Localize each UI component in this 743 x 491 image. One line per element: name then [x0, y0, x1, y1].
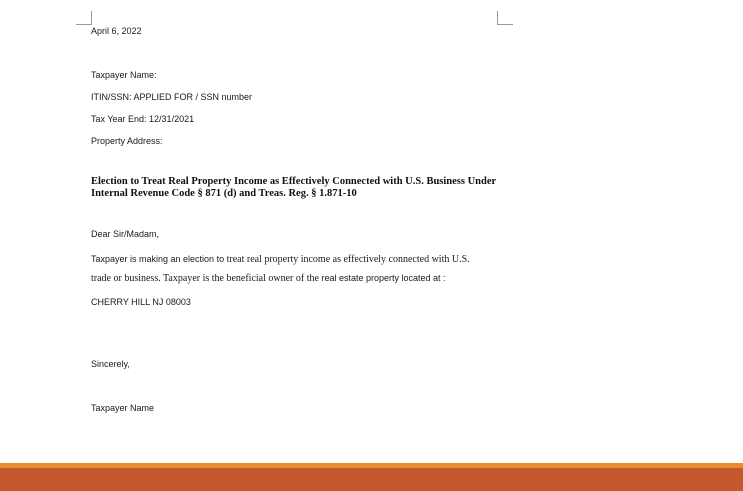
body-text-part1: Taxpayer is making an election to — [91, 254, 225, 264]
itin-line: ITIN/SSN: APPLIED FOR / SSN number — [91, 92, 253, 102]
body-text-part2: treat real property income as effectively connected with U.S. trade or business. Taxpayer is the beneficial owner of the — [91, 254, 470, 284]
property-location: CHERRY HILL NJ 08003 — [91, 297, 191, 307]
letter-heading: Election to Treat Real Property Income as Effectively Connected with U.S. Business Under Internal Revenue Code § 871 (d) and Treas. Reg. § 1.871-10 — [91, 176, 496, 199]
body-paragraph — [91, 250, 491, 288]
letter-date: April 6, 2022 — [91, 26, 142, 36]
salutation: Dear Sir/Madam, — [91, 229, 160, 239]
footer-stripe-dark — [0, 468, 743, 491]
body-text-part3: real estate property located at : — [321, 273, 446, 283]
property-address-label: Property Address: — [91, 136, 163, 146]
closing: Sincerely, — [91, 359, 130, 369]
signature-name: Taxpayer Name — [91, 403, 155, 413]
crop-mark-top-right — [497, 11, 513, 25]
crop-mark-top-left — [76, 11, 92, 25]
tax-year-end: Tax Year End: 12/31/2021 — [91, 114, 195, 124]
taxpayer-name-label: Taxpayer Name: — [91, 70, 157, 80]
